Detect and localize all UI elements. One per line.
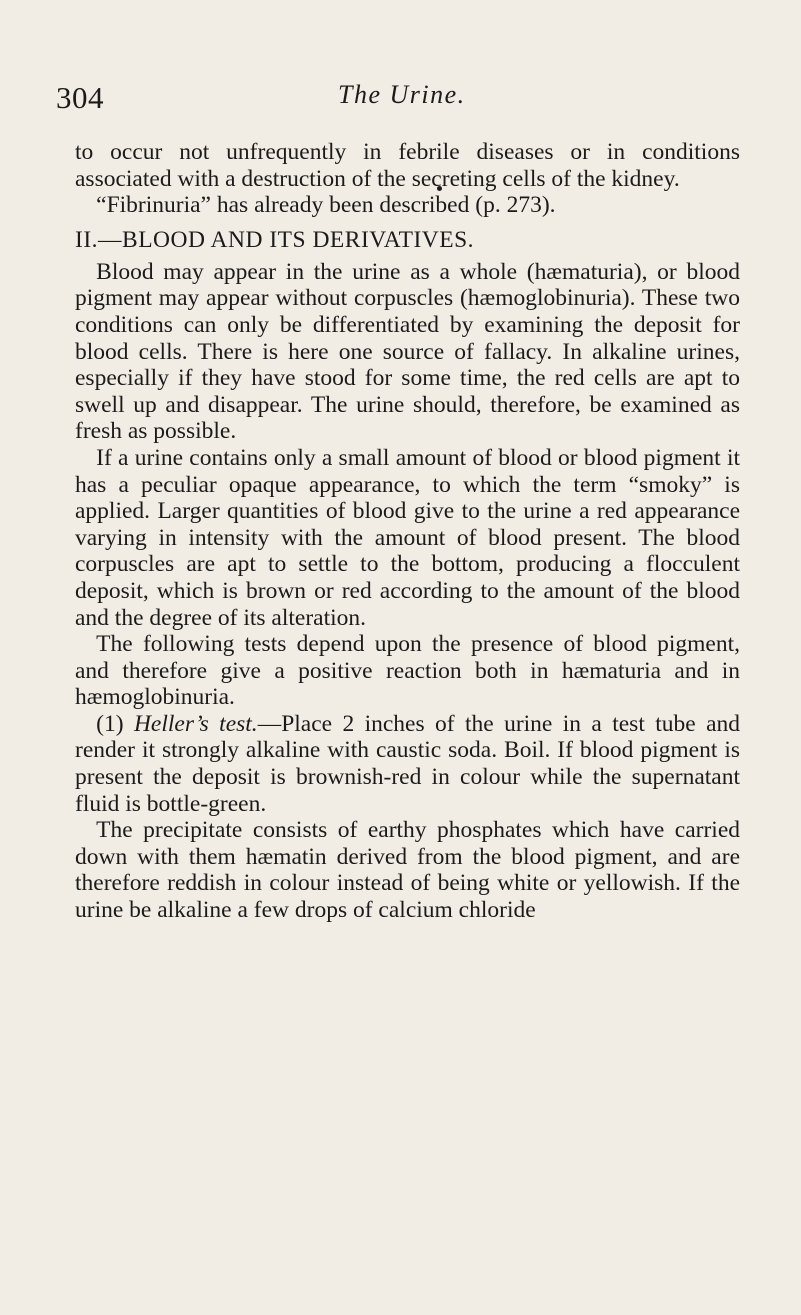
running-head bbox=[56, 80, 761, 120]
paragraph-fibrinuria: “Fibrinuria” has already been described (p. 273). bbox=[96, 192, 556, 219]
test-title: Heller’s test. bbox=[133, 710, 258, 737]
test-number: (1) bbox=[96, 710, 124, 737]
page-number: 304 bbox=[56, 80, 104, 115]
paragraph-blood-appearance: Blood may appear in the urine as a whole (hæmaturia), or blood pigment may appear without corpuscles (hæmoglobinuria). These two conditions can only be differentiated by examining the deposit for blood cells. There is here one source of fallacy. In alkaline urines, especially if they have stood for some time, the red cells are apt to swell up and disappear. The urine should, therefore, be examined as fresh as possible. bbox=[75, 258, 740, 445]
paragraph-hellers-test bbox=[75, 711, 740, 817]
body-text bbox=[75, 139, 740, 924]
running-title: The Urine. bbox=[338, 80, 466, 109]
paragraph-continuation: to occur not unfrequently in febrile diseases or in conditions associated with a destruction of the secreting cells of the kidney. bbox=[75, 139, 740, 192]
paragraph-tests-intro: The following tests depend upon the presence of blood pigment, and therefore give a positive reaction both in hæmaturia and in hæmoglobinuria. bbox=[75, 631, 740, 711]
section-heading: II.—BLOOD AND ITS DERIVATIVES. bbox=[75, 226, 475, 253]
paragraph-smoky-urine: If a urine contains only a small amount of blood or blood pigment it has a peculiar opaque appearance, to which the term “smoky” is applied. Larger quantities of blood give to the urine a red appearance varying in intensity with the amount of blood present. The blood corpuscles are apt to settle to the bottom, producing a flocculent deposit, which is brown or red according to the amount of the blood and the degree of its alteration. bbox=[75, 444, 740, 631]
paragraph-precipitate: The precipitate consists of earthy phosphates which have carried down with them hæmatin derived from the blood pigment, and are therefore reddish in colour instead of being white or yellowish. If the urine be alkaline a few drops of calcium chloride bbox=[75, 817, 740, 924]
test-description: —Place 2 inches of the urine in a test tube and render it strongly alkaline with caustic soda. Boil. If blood pigment is present the deposit is brownish-red in colour while the supernatant fluid is bottle-green. bbox=[75, 710, 741, 817]
